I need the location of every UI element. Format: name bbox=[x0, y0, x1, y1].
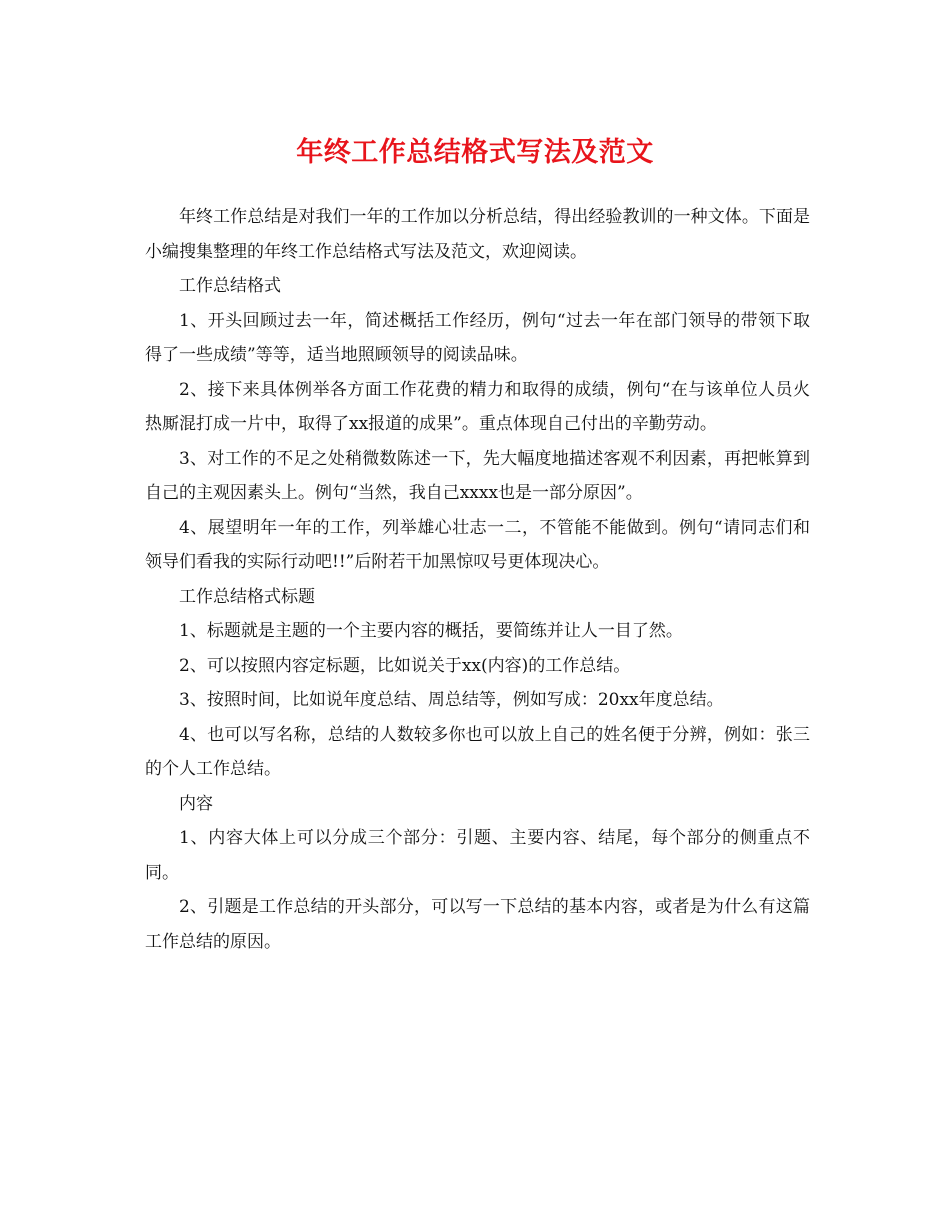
section-heading-title: 工作总结格式标题 bbox=[179, 586, 315, 607]
paragraph-title-2: 2、可以按照内容定标题，比如说关于xx(内容)的工作总结。 bbox=[179, 655, 631, 676]
paragraph-format-1: 1、开头回顾过去一年，简述概括工作经历，例句“过去一年在部门领导的带领下取得了一些成绩”等等，适当地照顾领导的阅读品味。 bbox=[145, 310, 810, 365]
paragraph-format-2: 2、接下来具体例举各方面工作花费的精力和取得的成绩，例句“在与该单位人员火热厮混打成一片中，取得了xx报道的成果”。重点体现自己付出的辛勤劳动。 bbox=[145, 379, 810, 434]
paragraph-content-2: 2、引题是工作总结的开头部分，可以写一下总结的基本内容，或者是为什么有这篇工作总结的原因。 bbox=[145, 897, 810, 952]
paragraph-title-1: 1、标题就是主题的一个主要内容的概括，要简练并让人一目了然。 bbox=[179, 621, 683, 641]
document-title: 年终工作总结格式写法及范文 bbox=[296, 137, 654, 168]
paragraph-title-4: 4、也可以写名称，总结的人数较多你也可以放上自己的姓名便于分辨，例如：张三的个人工作总结。 bbox=[145, 724, 810, 779]
paragraph-format-4: 4、展望明年一年的工作，列举雄心壮志一二，不管能不能做到。例句“请同志们和领导们看我的实际行动吧!!”后附若干加黑惊叹号更体现决心。 bbox=[145, 517, 810, 572]
paragraph-intro: 年终工作总结是对我们一年的工作加以分析总结，得出经验教训的一种文体。下面是小编搜集整理的年终工作总结格式写法及范文，欢迎阅读。 bbox=[145, 207, 810, 262]
paragraph-format-3: 3、对工作的不足之处稍微数陈述一下，先大幅度地描述客观不利因素，再把帐算到自己的主观因素头上。例句“当然，我自己xxxx也是一部分原因”。 bbox=[145, 448, 810, 503]
paragraph-content-1: 1、内容大体上可以分成三个部分：引题、主要内容、结尾，每个部分的侧重点不同。 bbox=[145, 828, 810, 883]
section-heading-content: 内容 bbox=[179, 793, 213, 814]
paragraph-title-3: 3、按照时间，比如说年度总结、周总结等，例如写成：20xx年度总结。 bbox=[179, 690, 724, 710]
section-heading-format: 工作总结格式 bbox=[179, 276, 281, 296]
document-body bbox=[145, 200, 810, 959]
